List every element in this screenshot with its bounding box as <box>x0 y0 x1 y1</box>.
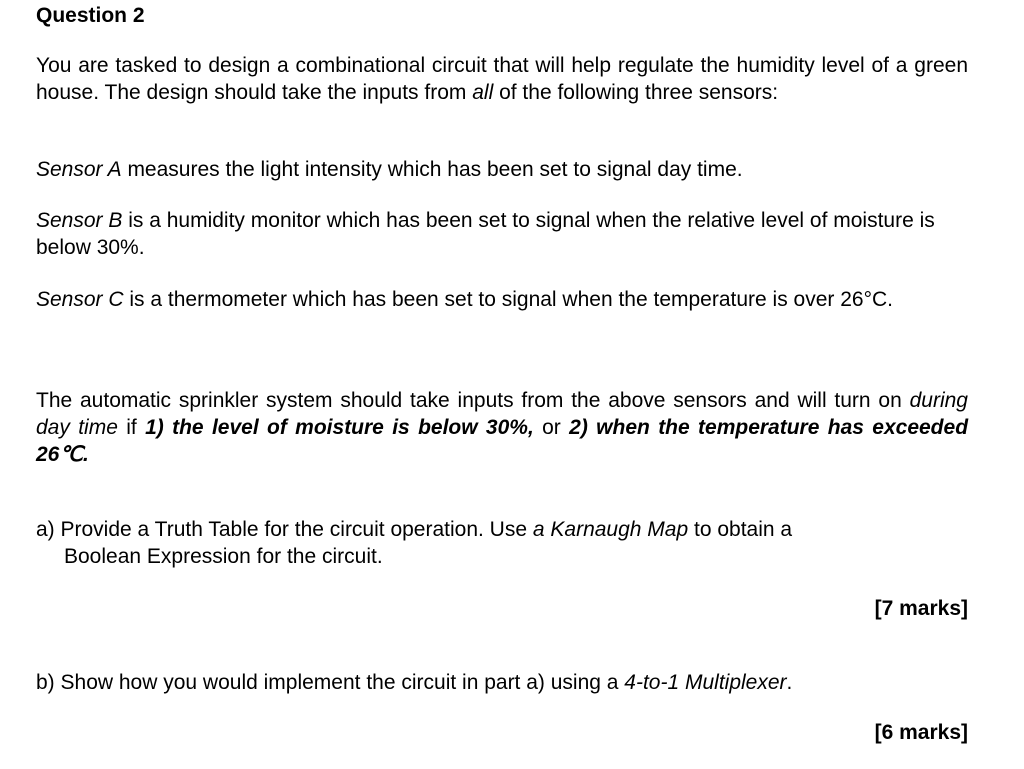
sensor-c-name: Sensor C <box>36 288 124 311</box>
question-title: Question 2 <box>36 4 145 27</box>
sensor-c-text: is a thermometer which has been set to signal when the temperature is over 26°C. <box>123 288 893 311</box>
sprinkler-day-time: during day time <box>36 389 968 439</box>
intro-text-2: of the following three sensors: <box>493 81 779 104</box>
intro-paragraph <box>36 52 968 106</box>
sensor-b-text: is a humidity monitor which has been set to signal when the relative level of moisture is below 30%. <box>36 209 935 259</box>
part-a-karnaugh-map: a Karnaugh Map <box>532 518 689 541</box>
intro-text-1: You are tasked to design a combinational circuit that will help regulate the humidity level of a green house. The design should take the inputs from <box>36 54 968 104</box>
sensor-a-name: Sensor A <box>36 158 122 181</box>
sprinkler-text-2: if <box>117 416 146 439</box>
sensor-b-name: Sensor B <box>36 209 123 232</box>
sensor-a-paragraph <box>36 156 968 183</box>
sprinkler-condition-1: 1) the level of moisture is below 30%, <box>145 416 534 439</box>
part-b-text-1: b) Show how you would implement the circuit in part a) using a <box>36 671 625 694</box>
part-a-marks: [7 marks] <box>874 597 968 620</box>
sprinkler-text-1: The automatic sprinkler system should take inputs from the above sensors and will turn on <box>36 389 910 412</box>
part-a-text-2: to obtain a <box>688 518 793 541</box>
sensor-c-paragraph <box>36 286 968 313</box>
intro-emphasis-all: all <box>472 81 494 104</box>
part-b-question <box>36 669 968 696</box>
part-b-multiplexer: 4-to-1 Multiplexer <box>624 671 787 694</box>
sensor-b-paragraph <box>36 207 968 261</box>
part-b-marks: [6 marks] <box>874 721 968 744</box>
part-a-question <box>36 516 968 570</box>
sprinkler-condition-2: 2) when the temperature has exceeded 26℃. <box>36 416 969 466</box>
part-a-text-line-2: Boolean Expression for the circuit. <box>64 545 383 568</box>
sensor-a-text: measures the light intensity which has been set to signal day time. <box>121 158 743 181</box>
sprinkler-text-3: or <box>533 416 570 439</box>
sprinkler-paragraph <box>36 387 968 468</box>
part-b-text-2: . <box>786 671 793 694</box>
part-a-text-1: a) Provide a Truth Table for the circuit operation. Use <box>36 518 533 541</box>
